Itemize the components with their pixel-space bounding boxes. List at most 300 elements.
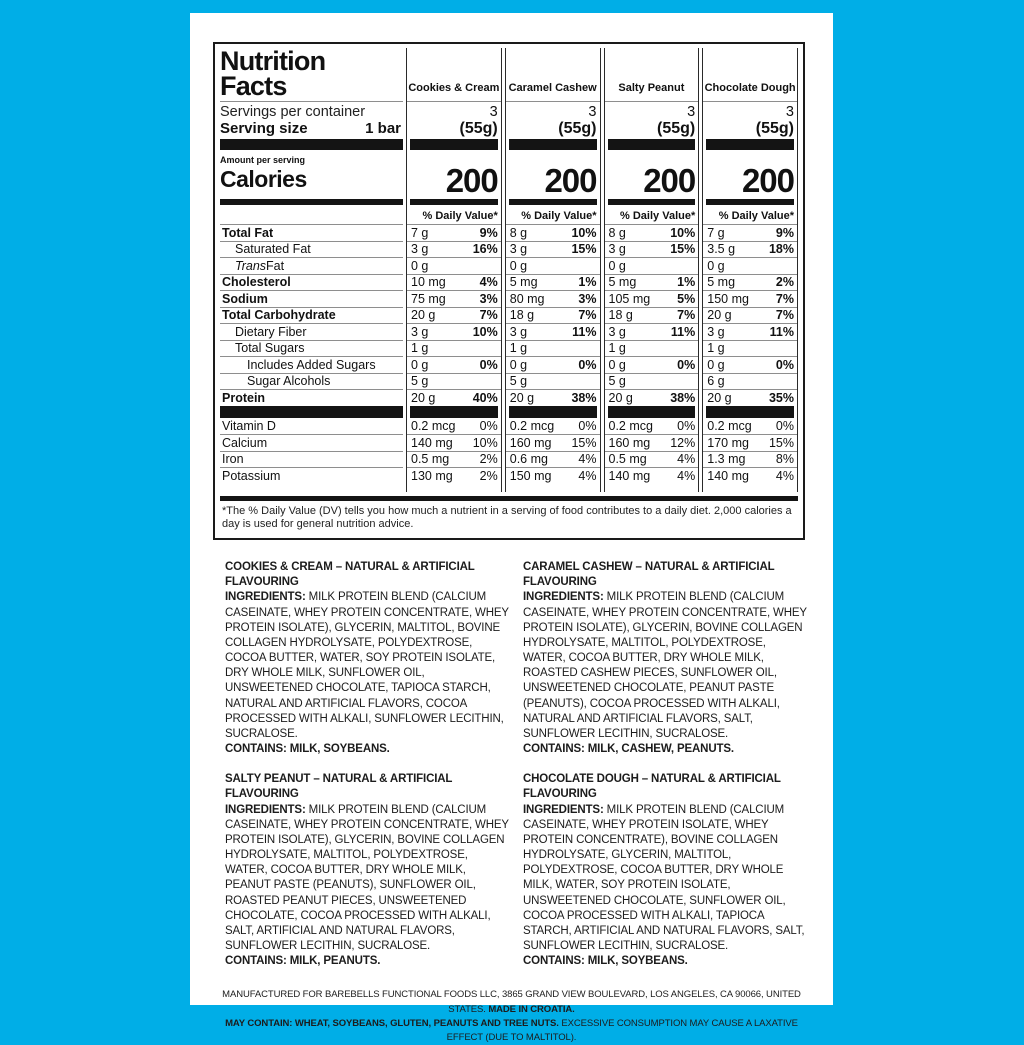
column-tail [605,484,699,492]
nutrient-value-row [506,257,600,274]
contains-text: CONTAINS: MILK, SOYBEANS. [225,743,390,756]
nutrient-label-row [220,307,403,324]
nutrient-label-text: Saturated Fat [235,242,311,256]
vitamin-daily-value: 2% [479,468,498,483]
divider-bar-medium [220,199,403,205]
vitamin-daily-value: 4% [677,452,696,466]
nutrient-label-row [220,323,403,340]
contains-text: CONTAINS: MILK, PEANUTS. [225,955,381,968]
nutrient-value-row [703,224,797,241]
vitamin-value-row [506,451,600,468]
flavor-ingredients-title: CARAMEL CASHEW – NATURAL & ARTIFICIAL FLAVOURING [523,561,775,589]
divider-bar-medium [410,199,498,205]
servings-per-container-value: 3 [489,104,498,120]
nutrient-daily-value: 7% [479,308,498,322]
footer-line-2 [220,1017,803,1045]
serving-weight-value: (55g) [755,120,794,137]
nutrient-value-row [605,257,699,274]
nutrient-label-text: Protein [222,390,266,405]
flavor-name-cookies-cream [407,48,501,102]
flavor-name-text: Chocolate Dough [704,82,796,94]
nutrient-amount: 20 g [411,308,436,322]
column-tail [220,484,403,492]
divider-bar-medium [706,199,794,205]
nutrient-amount: 0 g [608,258,626,273]
ingredients-label: INGREDIENTS: [523,591,604,604]
vitamin-amount: 0.2 mcg [509,419,555,433]
flavor-ingredients-title: COOKIES & CREAM – NATURAL & ARTIFICIAL FLAVOURING [225,561,475,589]
nutrient-amount: 8 g [608,225,626,240]
ingredients-block-caramel-cashew [523,560,809,757]
vitamin-daily-value: 4% [775,468,794,483]
nutrient-daily-value: 0% [775,357,794,372]
nutrient-value-row [407,307,501,324]
column-tail [407,484,501,492]
nutrient-amount: 1 g [608,341,626,355]
nutrient-label-text: Cholesterol [222,275,291,289]
vitamin-daily-value: 2% [479,452,498,466]
servings-per-container-label: Servings per container [220,104,366,120]
nutrient-value-row [506,307,600,324]
nutrient-amount: 10 mg [411,275,446,289]
nutrient-daily-value: 9% [479,225,498,240]
nutrient-amount: 20 g [411,390,436,405]
nutrient-amount: 150 mg [707,291,749,306]
nutrient-value-row [703,356,797,373]
ingredients-list: MILK PROTEIN BLEND (CALCIUM CASEINATE, WHEY PROTEIN ISOLATE, WHEY PROTEIN CONCENTRATE), BOVINE COLLAGEN HYDROLYSATE, GLYCERIN, MALTITOL, POLYDEXTROSE, COCOA BUTTER, DRY WHOLE MILK, WATER, SOY PROTEIN ISOLATE, UNSWEETENED CHOCOLATE, SUNFLOWER OIL, COCOA PROCESSED WITH ALKALI, TAPIOCA STARCH, ARTIFICIAL AND NATURAL FLAVORS, SALT, SUNFLOWER LECITHIN, SUCRALOSE. [523,803,805,953]
nutrient-daily-value: 4% [479,275,498,289]
nutrient-amount: 20 g [608,390,633,405]
vitamin-daily-value: 12% [670,435,696,450]
vitamin-value-row [703,451,797,468]
nutrient-daily-value: 10% [670,225,696,240]
nutrient-amount: 6 g [707,374,725,388]
nutrient-label-row [220,274,403,291]
vitamin-label-text: Potassium [222,468,281,483]
may-contain-text: MAY CONTAIN: WHEAT, SOYBEANS, GLUTEN, PEANUTS AND TREE NUTS. [225,1017,562,1029]
nutrient-value-row [407,356,501,373]
serving-size-row [220,120,403,137]
calories-value: 200 [544,162,597,199]
nutrient-label-row [220,340,403,357]
ingredients-text [523,590,809,742]
nutrient-label-text: Dietary Fiber [235,324,307,339]
nutrient-value-row [605,389,699,406]
ingredients-list: MILK PROTEIN BLEND (CALCIUM CASEINATE, WHEY PROTEIN CONCENTRATE, WHEY PROTEIN ISOLATE), GLYCERIN, MALTITOL, BOVINE COLLAGEN HYDROLYSATE, POLYDEXTROSE, COCOA BUTTER, WATER, SOY PROTEIN ISOLATE, DRY WHOLE MILK, SUNFLOWER OIL, UNSWEETENED CHOCOLATE, TAPIOCA STARCH, NATURAL AND ARTIFICIAL FLAVORS, COCOA PROCESSED WITH ALKALI, SUNFLOWER LECITHIN, SUCRALOSE. [225,591,509,740]
calories-value: 200 [643,162,696,199]
nutrient-daily-value: 0% [578,357,597,372]
nutrient-values [407,224,501,406]
nutrient-daily-value: 9% [775,225,794,240]
nutrient-value-row [506,290,600,307]
nutrient-daily-value: 38% [571,390,597,405]
nutrient-label-row [220,356,403,373]
vitamin-daily-value: 0% [578,419,597,433]
vitamin-daily-value: 0% [775,419,794,433]
flavor-ingredients-title: SALTY PEANUT – NATURAL & ARTIFICIAL FLAVOURING [225,773,453,801]
nutrient-label-row [220,389,403,406]
nutrient-label-text: Total Sugars [235,341,305,355]
vitamin-value-row [506,434,600,451]
nutrient-values [506,224,600,406]
flavor-serving-info [703,102,797,139]
nutrient-amount: 5 mg [707,275,736,289]
vitamin-amount: 170 mg [707,435,749,450]
nutrient-value-row [407,389,501,406]
flavor-name-chocolate-dough [703,48,797,102]
nutrient-daily-value: 0% [677,357,696,372]
vitamin-values [506,418,600,484]
divider-bar-protein [509,406,597,418]
nutrient-amount: 3 g [411,324,429,339]
divider-bar-protein [608,406,696,418]
nutrient-daily-value: 15% [670,242,696,256]
vitamin-value-row [703,467,797,484]
nutrient-amount: 5 mg [608,275,637,289]
ingredients-list: MILK PROTEIN BLEND (CALCIUM CASEINATE, WHEY PROTEIN CONCENTRATE, WHEY PROTEIN ISOLATE), GLYCERIN, BOVINE COLLAGEN HYDROLYSATE, MALTITOL, POLYDEXTROSE, WATER, COCOA BUTTER, DRY WHOLE MILK, PEANUT PASTE (PEANUTS), SUNFLOWER OIL, ROASTED PEANUT PIECES, UNSWEETENED CHOCOLATE, COCOA PROCESSED WITH ALKALI, SALT, ARTIFICIAL AND NATURAL FLAVORS, SUNFLOWER LECITHIN, SUCRALOSE. [225,803,509,953]
flavor-ingredients-title: CHOCOLATE DOUGH – NATURAL & ARTIFICIAL FLAVOURING [523,773,781,801]
ingredients-text [225,590,511,742]
ingredients-label: INGREDIENTS: [523,803,604,816]
nutrient-daily-value: 7% [775,291,794,306]
divider-bar-protein [410,406,498,418]
flavor-column-chocolate-dough [702,48,798,492]
ingredients-block-cookies-cream [225,560,511,757]
nutrient-daily-value: 7% [578,308,597,322]
nutrient-value-row [407,241,501,258]
nutrient-amount: 3 g [509,324,528,339]
nutrient-labels [220,224,403,406]
nutrient-amount: 7 g [411,225,429,240]
servings-per-container-value: 3 [785,104,794,120]
nutrient-amount: 20 g [509,390,535,405]
flavor-name-caramel-cashew [506,48,600,102]
flavor-serving-info [407,102,501,139]
nutrient-label-row [220,241,403,258]
vitamin-daily-value: 15% [571,435,597,450]
nutrient-value-row [703,340,797,357]
amount-per-serving-label: Amount per serving [220,155,306,165]
nutrient-amount: 1 g [411,341,429,355]
vitamin-value-row [605,434,699,451]
nutrient-daily-value: 1% [578,275,597,289]
nutrient-daily-value: 2% [775,275,794,289]
nutrition-facts-table [213,42,805,540]
nutrient-daily-value: 15% [571,242,597,256]
nutrient-amount: 0 g [608,357,626,372]
vitamin-value-row [605,418,699,435]
divider-bar-medium [509,199,597,205]
vitamin-label-row [220,451,403,468]
flavor-serving-info [605,102,699,139]
divider-bar-thick [608,139,696,150]
vitamin-amount: 150 mg [509,468,552,483]
title-line-1: Nutrition [220,46,326,76]
divider-bar-thick [220,139,403,150]
vitamin-amount: 140 mg [608,468,651,483]
manufacturer-footer [190,988,833,1045]
flavor-name-text: Caramel Cashew [508,82,597,94]
nutrient-value-row [506,323,600,340]
vitamin-amount: 160 mg [608,435,651,450]
vitamin-amount: 0.2 mcg [707,419,752,433]
nutrient-amount: 3 g [608,242,626,256]
nutrient-value-row [703,389,797,406]
footer-line-1 [220,988,803,1017]
vitamin-amount: 140 mg [707,468,749,483]
nutrient-value-row [605,323,699,340]
nutrient-amount: 0 g [411,357,429,372]
daily-value-header: % Daily Value* [620,210,696,222]
serving-size-label: Serving size [220,120,308,137]
nutrition-label-column [220,48,403,492]
contains-text: CONTAINS: MILK, CASHEW, PEANUTS. [523,743,734,756]
serving-weight-value: (55g) [459,120,498,137]
nutrient-value-row [506,340,600,357]
label-page [190,13,833,1044]
ingredients-list: MILK PROTEIN BLEND (CALCIUM CASEINATE, WHEY PROTEIN CONCENTRATE, WHEY PROTEIN ISOLATE), GLYCERIN, BOVINE COLLAGEN HYDROLYSATE, MALTITOL, POLYDEXTROSE, WATER, COCOA BUTTER, DRY WHOLE MILK, ROASTED CASHEW PIECES, SUNFLOWER OIL, UNSWEETENED CHOCOLATE, PEANUT PASTE (PEANUTS), COCOA PROCESSED WITH ALKALI, NATURAL AND ARTIFICIAL FLAVORS, SALT, SUNFLOWER LECITHIN, SUCRALOSE. [523,591,807,740]
nutrient-values [605,224,699,406]
nutrient-daily-value: 0% [479,357,498,372]
nutrient-amount: 105 mg [608,291,651,306]
nutrient-daily-value: 18% [768,242,794,256]
flavor-name-salty-peanut [605,48,699,102]
vitamin-daily-value: 0% [479,419,498,433]
nutrient-amount: 20 g [707,390,732,405]
nutrient-label-text: Total Carbohydrate [222,308,336,322]
servings-per-container-value: 3 [588,104,597,120]
nutrient-label-row [220,257,403,274]
vitamin-daily-value: 4% [578,452,597,466]
nutrient-value-row [506,274,600,291]
vitamin-value-row [703,434,797,451]
calories-value: 200 [741,162,794,199]
nutrient-value-row [703,241,797,258]
nutrient-amount: 3 g [509,242,528,256]
nutrient-amount: 18 g [509,308,535,322]
column-tail [506,484,600,492]
nutrient-value-row [407,290,501,307]
vitamin-daily-value: 10% [472,435,498,450]
nutrient-value-row [506,389,600,406]
vitamin-amount: 160 mg [509,435,552,450]
ingredients-block-salty-peanut [225,772,511,969]
ingredients-label: INGREDIENTS: [225,591,306,604]
nutrient-value-row [407,224,501,241]
nutrient-daily-value: 3% [479,291,498,306]
vitamin-value-row [407,467,501,484]
divider-bar-thick [706,139,794,150]
nutrient-label-row [220,373,403,390]
nutrient-daily-value: 35% [768,390,794,405]
nutrient-amount: 5 g [608,374,626,388]
nutrient-amount: 3 g [411,242,429,256]
nutrient-amount: 1 g [509,341,528,355]
nutrient-daily-value: 10% [472,324,498,339]
nutrient-value-row [605,290,699,307]
ingredients-text [523,803,809,955]
nutrient-amount: 5 mg [509,275,538,289]
nutrient-daily-value: 7% [775,308,794,322]
nutrient-amount: 18 g [608,308,633,322]
calories-label-cell [220,150,403,196]
vitamin-daily-value: 8% [775,452,794,466]
vitamin-value-row [605,451,699,468]
vitamin-daily-value: 4% [677,468,696,483]
made-in-text: MADE IN CROATIA. [488,1003,575,1015]
nutrient-label-row [220,224,403,241]
nutrient-value-row [703,373,797,390]
vitamin-value-row [703,418,797,435]
serving-info [220,102,403,139]
title-line-2: Facts [220,71,287,101]
nutrient-daily-value: 5% [677,291,696,306]
nutrient-daily-value: 11% [769,324,794,339]
vitamin-amount: 0.2 mcg [608,419,653,433]
nutrition-facts-columns [220,48,798,492]
nutrient-value-row [407,373,501,390]
nutrient-value-row [407,340,501,357]
nutrient-values [703,224,797,406]
vitamin-labels [220,418,403,484]
vitamin-value-row [407,451,501,468]
vitamin-daily-value: 15% [768,435,794,450]
nutrient-label-text: Fat [266,258,285,273]
daily-value-footnote: *The % Daily Value (DV) tells you how much a nutrient in a serving of food contributes to a daily diet. 2,000 calories a day is used for general nutrition advice. [222,504,792,531]
vitamin-label-text: Calcium [222,435,268,450]
vitamin-label-row [220,434,403,451]
nutrient-amount: 3 g [608,324,626,339]
nutrient-amount: 3 g [707,324,725,339]
flavor-column-salty-peanut [604,48,700,492]
nutrient-amount: 75 mg [411,291,446,306]
vitamin-value-row [506,418,600,435]
nutrient-value-row [605,356,699,373]
nutrient-value-row [605,373,699,390]
vitamin-value-row [605,467,699,484]
nutrient-value-row [407,323,501,340]
nutrient-value-row [506,241,600,258]
nutrient-value-row [506,224,600,241]
nutrient-label-text: Sugar Alcohols [247,374,331,388]
divider-bar-protein [706,406,794,418]
flavor-name-text: Salty Peanut [618,82,685,94]
contains-text: CONTAINS: MILK, SOYBEANS. [523,955,688,968]
nutrient-daily-value: 3% [578,291,597,306]
vitamin-amount: 0.6 mg [509,452,548,466]
divider-bar-protein [220,406,403,418]
vitamin-daily-value: 0% [677,419,696,433]
divider-bar-medium [608,199,696,205]
nutrient-label-text: Total Fat [222,225,274,240]
nutrient-value-row [605,340,699,357]
vitamin-label-text: Iron [222,452,244,466]
nutrient-daily-value: 16% [472,242,498,256]
ingredients-section [225,560,833,969]
nutrient-value-row [407,257,501,274]
vitamin-value-row [407,434,501,451]
ingredients-label: INGREDIENTS: [225,803,306,816]
vitamin-label-row [220,418,403,435]
nutrient-label-row [220,290,403,307]
ingredients-text [225,803,511,955]
daily-value-header: % Daily Value* [718,210,794,222]
vitamin-amount: 1.3 mg [707,452,746,466]
vitamin-amount: 0.2 mcg [411,419,456,433]
column-tail [703,484,797,492]
vitamin-amount: 130 mg [411,468,453,483]
vitamin-values [703,418,797,484]
nutrient-amount: 8 g [509,225,528,240]
flavor-column-caramel-cashew [505,48,601,492]
flavor-serving-info [506,102,600,139]
nutrient-value-row [703,290,797,307]
nutrition-facts-title [220,48,403,102]
vitamin-amount: 140 mg [411,435,453,450]
nutrient-daily-value: 1% [677,275,696,289]
nutrient-amount: 5 g [509,374,528,388]
serving-size-value: 1 bar [365,120,401,137]
nutrient-daily-value: 7% [677,308,696,322]
nutrient-value-row [605,274,699,291]
nutrient-amount: 0 g [509,258,528,273]
nutrient-value-row [703,257,797,274]
nutrient-value-row [506,373,600,390]
nutrient-amount: 5 g [411,374,429,388]
nutrient-daily-value: 11% [572,324,597,339]
flavor-name-text: Cookies & Cream [408,82,500,94]
serving-weight-value: (55g) [657,120,696,137]
flavor-column-cookies-cream [406,48,502,492]
vitamin-value-row [506,467,600,484]
nutrient-value-row [605,307,699,324]
daily-value-header: % Daily Value* [422,210,498,222]
calories-value: 200 [445,162,498,199]
nutrient-value-row [703,323,797,340]
vitamin-amount: 0.5 mg [608,452,647,466]
nutrient-value-row [703,274,797,291]
vitamin-daily-value: 4% [578,468,597,483]
divider-bar-thick [509,139,597,150]
vitamin-label-text: Vitamin D [222,419,276,433]
nutrient-amount: 0 g [707,357,725,372]
calories-label: Calories [220,166,307,192]
nutrient-label-text: Sodium [222,291,268,306]
nutrient-amount: 0 g [707,258,725,273]
nutrient-daily-value: 38% [670,390,696,405]
nutrient-amount: 20 g [707,308,732,322]
vitamin-values [605,418,699,484]
nutrient-amount: 80 mg [509,291,545,306]
vitamin-value-row [407,418,501,435]
nutrient-value-row [605,241,699,258]
nutrient-amount: 0 g [411,258,429,273]
divider-bar-thick [410,139,498,150]
nutrient-value-row [506,356,600,373]
manufacturer-text: MANUFACTURED FOR BAREBELLS FUNCTIONAL FOODS LLC, 3865 GRAND VIEW BOULEVARD, LOS ANGELES, CA 90066, UNITED STATES. [222,989,801,1015]
vitamin-values [407,418,501,484]
warning-text: EXCESSIVE CONSUMPTION MAY CAUSE A LAXATIVE EFFECT (DUE TO MALTITOL). [446,1017,798,1044]
daily-value-header-spacer [220,207,403,224]
vitamin-label-row [220,467,403,484]
nutrient-label-italic: Trans [235,258,267,273]
nutrient-amount: 3.5 g [707,242,736,256]
vitamin-amount: 0.5 mg [411,452,450,466]
nutrient-daily-value: 10% [571,225,597,240]
nutrient-amount: 7 g [707,225,725,240]
servings-per-container-value: 3 [687,104,696,120]
nutrient-label-text: Includes Added Sugars [247,357,376,372]
